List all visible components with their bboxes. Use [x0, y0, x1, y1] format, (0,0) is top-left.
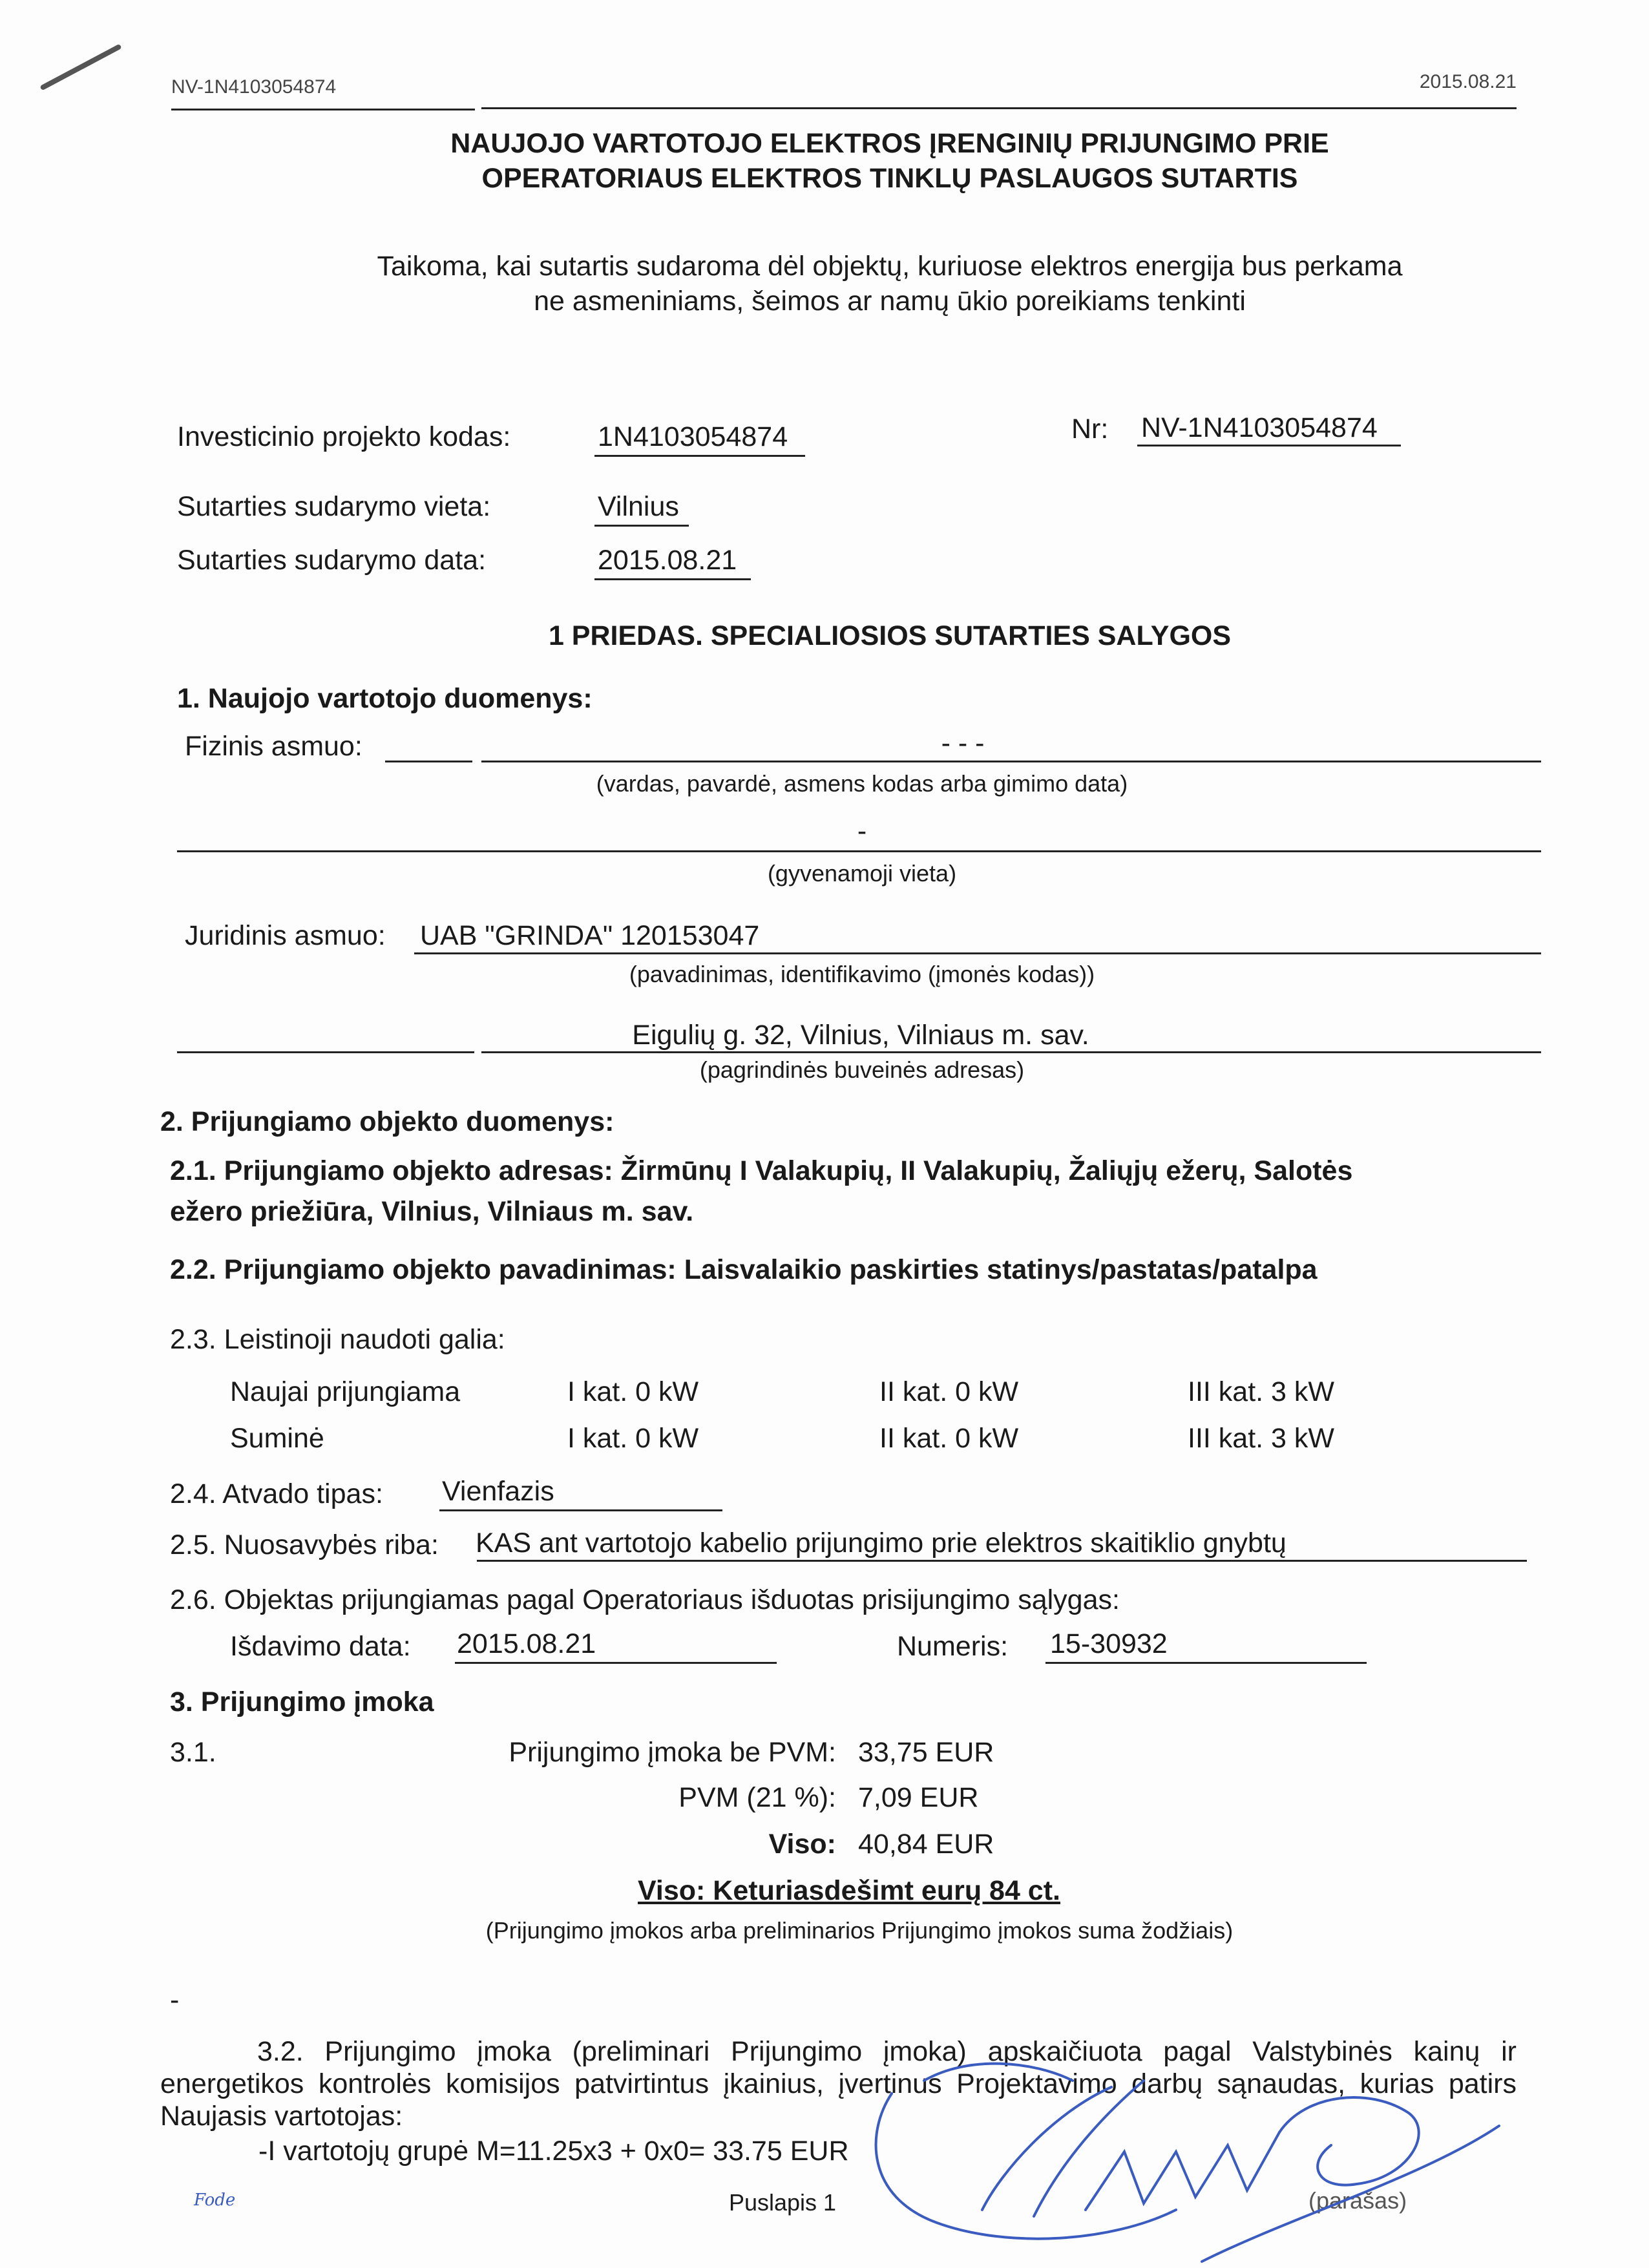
nr-value: NV-1N4103054874 — [1141, 412, 1378, 443]
underline — [177, 1051, 474, 1053]
underline — [594, 525, 689, 527]
underline — [477, 1560, 1527, 1562]
page-number: Puslapis 1 — [728, 2189, 837, 2216]
vat-value: 7,09 EUR — [858, 1782, 979, 1813]
fee-formula: -I vartotojų grupė M=11.25x3 + 0x0= 33.75 EUR — [258, 2136, 849, 2167]
conditions-label: 2.6. Objektas prijungiamas pagal Operatoriaus išduotas prisijungimo sąlygas: — [170, 1584, 1120, 1615]
residence-hint: (gyvenamoji vieta) — [767, 860, 957, 887]
residence-value: - — [857, 815, 867, 846]
natural-person-label: Fizinis asmuo: — [185, 731, 362, 762]
object-name: 2.2. Prijungiamo objekto pavadinimas: Laisvalaikio paskirties statinys/pastatas/patalpa — [170, 1254, 1318, 1285]
total-words-hint: (Prijungimo įmokos arba preliminarios Prijungimo įmokos suma žodžiais) — [485, 1917, 1234, 1944]
total-value: 40,84 EUR — [858, 1829, 994, 1860]
power-cat-3: III kat. 3 kW — [1188, 1423, 1334, 1454]
underline — [439, 1509, 722, 1511]
natural-person-value: - - - — [941, 728, 985, 759]
underline — [481, 1051, 1541, 1053]
address-hint: (pagrindinės buveinės adresas) — [699, 1056, 1025, 1083]
vat-label: PVM (21 %): — [678, 1782, 836, 1813]
legal-person-hint: (pavadinimas, identifikavimo (įmonės kodas)) — [629, 961, 1095, 987]
power-cat-3: III kat. 3 kW — [1188, 1376, 1334, 1407]
input-type-label: 2.4. Atvado tipas: — [170, 1478, 383, 1509]
power-label: 2.3. Leistinoji naudoti galia: — [170, 1324, 505, 1355]
project-code-value: 1N4103054874 — [598, 421, 788, 452]
header-doc-id: NV-1N4103054874 — [171, 76, 337, 98]
fee-label: Prijungimo įmoka be PVM: — [509, 1737, 836, 1768]
legal-person-label: Juridinis asmuo: — [185, 920, 386, 951]
fee-value: 33,75 EUR — [858, 1737, 994, 1768]
title-line-2: OPERATORIAUS ELEKTROS TINKLŲ PASLAUGOS SUTARTIS — [481, 163, 1298, 194]
underline — [1137, 445, 1401, 446]
total-in-words: Viso: Keturiasdešimt eurų 84 ct. — [638, 1875, 1060, 1906]
paragraph-3-2: 3.2. Prijungimo įmoka (preliminari Prijungimo įmoka) apskaičiuota pagal Valstybinės kainų ir energetikos kontrolės komisijos patvirtintus įkainius, įvertinus Projektavimo darbų sąnaudas, kurias patirs Naujasis vartotojas: — [160, 2036, 1517, 2132]
boundary-label: 2.5. Nuosavybės riba: — [170, 1529, 439, 1560]
section-2-heading: 2. Prijungiamo objekto duomenys: — [160, 1106, 614, 1137]
underline — [414, 952, 1541, 954]
underline — [1045, 1662, 1367, 1664]
object-address-line-1: 2.1. Prijungiamo objekto adresas: Žirmūnų I Valakupių, II Valakupių, Žaliųjų ežerų, Salotės — [170, 1155, 1353, 1186]
total-label: Viso: — [768, 1829, 836, 1860]
header-rule — [481, 107, 1517, 109]
issue-date-label: Išdavimo data: — [230, 1631, 411, 1662]
initials: Fode — [194, 2190, 236, 2210]
place-value: Vilnius — [598, 491, 679, 522]
subtitle-line-1: Taikoma, kai sutartis sudaroma dėl objektų, kuriuose elektros energija bus perkama — [377, 251, 1403, 282]
underline — [385, 761, 472, 762]
power-cat-1: I kat. 0 kW — [567, 1423, 699, 1454]
project-code-label: Investicinio projekto kodas: — [177, 421, 511, 452]
date-label: Sutarties sudarymo data: — [177, 545, 487, 576]
underline — [455, 1662, 777, 1664]
legal-person-value: UAB "GRINDA" 120153047 — [420, 920, 760, 951]
address-value: Eigulių g. 32, Vilnius, Vilniaus m. sav. — [632, 1020, 1089, 1051]
date-value: 2015.08.21 — [598, 545, 737, 576]
subtitle-line-2: ne asmeniniams, šeimos ar namų ūkio poreikiams tenkinti — [534, 286, 1246, 317]
place-label: Sutarties sudarymo vieta: — [177, 491, 491, 522]
annex-title: 1 PRIEDAS. SPECIALIOSIOS SUTARTIES SALYGOS — [548, 620, 1232, 651]
item-3-1: 3.1. — [170, 1737, 216, 1768]
nr-label: Nr: — [1071, 414, 1109, 445]
power-row-label: Suminė — [230, 1423, 324, 1454]
issue-date-value: 2015.08.21 — [457, 1628, 596, 1659]
number-value: 15-30932 — [1050, 1628, 1168, 1659]
natural-person-hint: (vardas, pavardė, asmens kodas arba gimimo data) — [596, 770, 1128, 797]
power-cat-2: II kat. 0 kW — [879, 1376, 1019, 1407]
power-cat-1: I kat. 0 kW — [567, 1376, 699, 1407]
number-label: Numeris: — [897, 1631, 1009, 1662]
signature-icon — [840, 2055, 1518, 2268]
underline — [481, 761, 1541, 762]
underline — [594, 578, 751, 580]
input-type-value: Vienfazis — [442, 1476, 554, 1507]
power-row-label: Naujai prijungiama — [230, 1376, 461, 1407]
signature-label: (parašas) — [1308, 2187, 1407, 2214]
pen-mark — [39, 44, 121, 91]
dash-mark: - — [170, 1984, 180, 2015]
section-3-heading: 3. Prijungimo įmoka — [170, 1686, 434, 1717]
header-date: 2015.08.21 — [1419, 71, 1517, 92]
power-cat-2: II kat. 0 kW — [879, 1423, 1019, 1454]
boundary-value: KAS ant vartotojo kabelio prijungimo prie elektros skaitiklio gnybtų — [476, 1528, 1287, 1559]
title-line-1: NAUJOJO VARTOTOJO ELEKTROS ĮRENGINIŲ PRIJUNGIMO PRIE — [450, 128, 1329, 159]
header-rule — [171, 109, 475, 110]
section-1-heading: 1. Naujojo vartotojo duomenys: — [177, 683, 593, 714]
object-address-line-2: ežero priežiūra, Vilnius, Vilniaus m. sav. — [170, 1196, 694, 1227]
underline — [177, 850, 1541, 852]
underline — [594, 455, 805, 457]
